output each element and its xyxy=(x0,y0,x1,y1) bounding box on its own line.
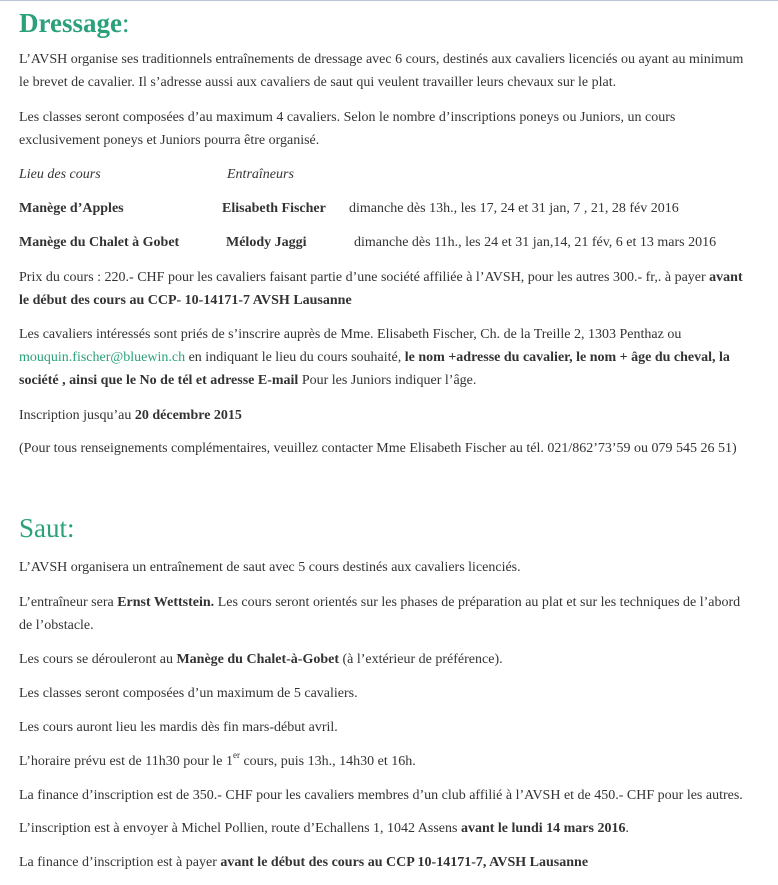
saut-timetable xyxy=(19,751,416,773)
dressage-signup-line-1: Les cavaliers intéressés sont priés de s’inscrire auprès de Mme. Elisabeth Fischer, Ch. de la Treille 2, 1303 Penthaz ou xyxy=(19,327,682,342)
price-text: Prix du cours : 220.- CHF pour les cavaliers faisant partie d’une société affiliée à l’AVSH, pour les autres 300.- fr,. à payer xyxy=(19,270,710,285)
dressage-classes-line-2: exclusivement poneys et Juniors pourra être organisé. xyxy=(19,133,320,148)
saut-payment-text: La finance d’inscription est à payer xyxy=(19,855,221,870)
saut-classes: Les classes seront composées d’un maximum de 5 cavaliers. xyxy=(19,686,358,701)
saut-location-name: Manège du Chalet-à-Gobet xyxy=(176,652,339,667)
column-header-lieu: Lieu des cours xyxy=(19,167,101,182)
course-row-1-trainer: Elisabeth Fischer xyxy=(222,201,326,216)
saut-line-1: L’AVSH organisera un entraînement de saut avec 5 cours destinés aux cavaliers licenciés. xyxy=(19,560,521,575)
saut-location xyxy=(19,649,503,671)
saut-timetable-superscript: er xyxy=(232,750,240,761)
course-row-1-dates: dimanche dès 13h., les 17, 24 et 31 jan, 7 , 21, 28 fév 2016 xyxy=(349,201,679,216)
signup-emphasis: le nom +adresse du cavalier, le nom + âge du cheval, la xyxy=(404,350,730,365)
saut-timetable-end: cours, puis 13h., 14h30 et 16h. xyxy=(239,754,416,769)
saut-registration-text: L’inscription est à envoyer à Michel Pollien, route d’Echallens 1, 1042 Assens xyxy=(19,821,461,836)
dressage-contact-info: (Pour tous renseignements complémentaires, veuillez contacter Mme Elisabeth Fischer au tél. 021/862’73’59 ou 079 545 26 51) xyxy=(19,441,737,456)
column-header-entraineurs: Entraîneurs xyxy=(227,167,294,182)
saut-heading: Saut: xyxy=(19,513,75,543)
dressage-heading xyxy=(19,8,130,38)
dressage-title-colon: : xyxy=(121,8,130,38)
saut-payment-emphasis: avant le début des cours au CCP 10-14171-7, AVSH Lausanne xyxy=(220,855,589,870)
dressage-price-line-1 xyxy=(19,267,743,289)
price-emphasis: avant xyxy=(709,270,743,285)
dressage-intro-line-2: le brevet de cavalier. Il s’adresse aussi aux cavaliers de saut qui veulent travailler leurs chevaux sur le plat. xyxy=(19,75,617,90)
saut-location-label: Les cours se dérouleront au xyxy=(19,652,177,667)
course-row-2-lieu: Manège du Chalet à Gobet xyxy=(19,235,180,250)
dressage-price-line-2: le début des cours au CCP- 10-14171-7 AVSH Lausanne xyxy=(19,293,352,308)
saut-trainer-name: Ernst Wettstein. xyxy=(117,595,215,610)
saut-trainer-line-1 xyxy=(19,592,740,614)
dressage-intro-line-1: L’AVSH organise ses traditionnels entraînements de dressage avec 6 cours, destinés aux cavaliers licenciés ou ayant au minimum xyxy=(19,52,744,67)
email-link[interactable]: mouquin.fischer@bluewin.ch xyxy=(19,350,186,365)
dressage-signup-line-3 xyxy=(19,370,476,392)
saut-trainer-line-2: de l’obstacle. xyxy=(19,618,94,633)
course-row-2-dates: dimanche dès 11h., les 24 et 31 jan,14, 21 fév, 6 et 13 mars 2016 xyxy=(354,235,717,250)
signup-emphasis-2: société , ainsi que le No de tél et adresse E-mail xyxy=(19,373,299,388)
dressage-classes-line-1: Les classes seront composées d’au maximum 4 cavaliers. Selon le nombre d’inscriptions poneys ou Juniors, un cours xyxy=(19,110,676,125)
top-divider xyxy=(0,0,778,1)
saut-registration xyxy=(19,818,629,840)
saut-fee: La finance d’inscription est de 350.- CHF pour les cavaliers membres d’un club affilié à l’AVSH et de 450.- CHF pour les autres. xyxy=(19,788,743,803)
signup-text: en indiquant le lieu du cours souhaité, xyxy=(185,350,405,365)
saut-timetable-start: L’horaire prévu est de 11h30 pour le 1 xyxy=(19,754,233,769)
saut-schedule: Les cours auront lieu les mardis dès fin mars-début avril. xyxy=(19,720,338,735)
saut-registration-period: . xyxy=(625,821,629,836)
dressage-signup-line-2 xyxy=(19,347,730,369)
saut-registration-deadline: avant le lundi 14 mars 2016 xyxy=(460,821,626,836)
saut-trainer-label: L’entraîneur sera xyxy=(19,595,118,610)
saut-payment xyxy=(19,852,588,874)
saut-location-note: (à l’extérieur de préférence). xyxy=(339,652,503,667)
dressage-title: Dressage xyxy=(19,8,122,38)
deadline-date: 20 décembre 2015 xyxy=(134,408,242,423)
saut-trainer-text: Les cours seront orientés sur les phases de préparation au plat et sur les techniques de l’abord xyxy=(214,595,741,610)
signup-juniors-note: Pour les Juniors indiquer l’âge. xyxy=(298,373,477,388)
dressage-deadline xyxy=(19,405,242,427)
course-row-2-trainer: Mélody Jaggi xyxy=(226,235,307,250)
deadline-label: Inscription jusqu’au xyxy=(19,408,135,423)
course-row-1-lieu: Manège d’Apples xyxy=(19,201,124,216)
